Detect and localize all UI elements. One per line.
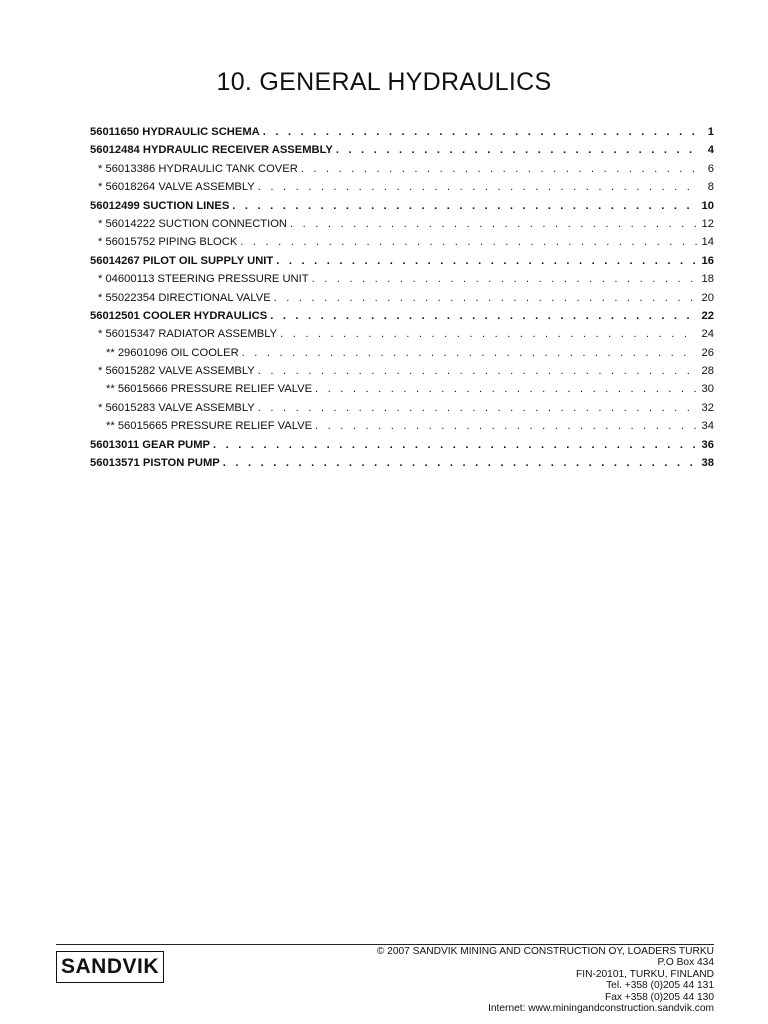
toc-entry[interactable]	[90, 289, 714, 307]
city-line: FIN-20101, TURKU, FINLAND	[576, 968, 714, 980]
toc-dot-leader	[270, 307, 697, 325]
toc-entry[interactable]	[90, 325, 714, 343]
toc-dot-leader	[315, 380, 697, 398]
toc-entry-page-number: 38	[701, 457, 714, 470]
toc-entry-page-number: 26	[701, 346, 714, 359]
toc-entry-label: 56013571 PISTON PUMP	[90, 457, 220, 470]
toc-entry-label: * 56015347 RADIATOR ASSEMBLY	[98, 328, 278, 341]
toc-dot-leader	[242, 344, 697, 362]
toc-entry-page-number: 14	[701, 236, 714, 249]
toc-dot-leader	[258, 178, 697, 196]
toc-entry-page-number: 20	[701, 291, 714, 304]
toc-entry-label: * 56018264 VALVE ASSEMBLY	[98, 181, 255, 194]
toc-entry-label: * 56015282 VALVE ASSEMBLY	[98, 365, 255, 378]
toc-dot-leader	[232, 197, 697, 215]
tel-line: Tel. +358 (0)205 44 131	[606, 980, 714, 992]
toc-entry-page-number: 36	[701, 438, 714, 451]
toc-entry[interactable]	[90, 399, 714, 417]
toc-entry[interactable]	[90, 307, 714, 325]
sandvik-logo	[56, 951, 164, 983]
toc-entry-label: * 55022354 DIRECTIONAL VALVE	[98, 291, 271, 304]
toc-entry-label: * 56015752 PIPING BLOCK	[98, 236, 238, 249]
toc-dot-leader	[276, 252, 697, 270]
toc-dot-leader	[301, 160, 697, 178]
toc-entry-page-number: 34	[701, 420, 714, 433]
toc-entry-label: * 56015283 VALVE ASSEMBLY	[98, 401, 255, 414]
toc-entry-page-number: 30	[701, 383, 714, 396]
toc-entry[interactable]	[90, 160, 714, 178]
toc-entry-page-number: 12	[701, 217, 714, 230]
table-of-contents	[90, 123, 714, 472]
toc-entry-page-number: 6	[707, 162, 714, 175]
toc-entry[interactable]	[90, 141, 714, 159]
toc-entry[interactable]	[90, 436, 714, 454]
toc-entry-page-number: 24	[701, 328, 714, 341]
toc-entry-label: 56012499 SUCTION LINES	[90, 199, 230, 212]
toc-entry-page-number: 28	[701, 365, 714, 378]
toc-entry[interactable]	[90, 454, 714, 472]
footer-divider	[56, 944, 714, 945]
toc-entry-label: 56012501 COOLER HYDRAULICS	[90, 309, 268, 322]
toc-entry[interactable]	[90, 233, 714, 251]
toc-entry[interactable]	[90, 178, 714, 196]
toc-entry-page-number: 18	[701, 273, 714, 286]
logo-wordmark: SANDVIK	[60, 955, 159, 978]
internet-line: Internet: www.miningandconstruction.sandvik.com	[488, 1003, 714, 1015]
toc-entry[interactable]	[90, 380, 714, 398]
toc-dot-leader	[312, 270, 697, 288]
toc-entry-label: 56013011 GEAR PUMP	[90, 438, 211, 451]
toc-entry-label: 56012484 HYDRAULIC RECEIVER ASSEMBLY	[90, 144, 333, 157]
toc-entry-label: 56011650 HYDRAULIC SCHEMA	[90, 126, 260, 138]
toc-entry[interactable]	[90, 344, 714, 362]
toc-dot-leader	[280, 325, 697, 343]
toc-dot-leader	[336, 141, 697, 159]
toc-entry[interactable]	[90, 417, 714, 435]
toc-entry[interactable]	[90, 197, 714, 215]
po-box-line: P.O Box 434	[657, 957, 714, 969]
toc-dot-leader	[213, 436, 697, 454]
toc-entry-label: 56014267 PILOT OIL SUPPLY UNIT	[90, 254, 274, 267]
toc-dot-leader	[240, 233, 697, 251]
toc-entry[interactable]	[90, 123, 714, 141]
toc-entry-page-number: 8	[707, 181, 714, 194]
toc-entry-label: * 04600113 STEERING PRESSURE UNIT	[98, 273, 309, 286]
toc-entry-page-number: 22	[701, 309, 714, 322]
toc-entry-page-number: 32	[701, 401, 714, 414]
toc-entry-label: ** 29601096 OIL COOLER	[106, 346, 239, 359]
toc-entry-page-number: 10	[701, 199, 714, 212]
copyright-line: © 2007 SANDVIK MINING AND CONSTRUCTION OY, LOADERS TURKU	[376, 946, 714, 957]
toc-dot-leader	[258, 399, 697, 417]
page-title: 10. GENERAL HYDRAULICS	[216, 68, 552, 96]
toc-entry-label: ** 56015665 PRESSURE RELIEF VALVE	[106, 420, 313, 433]
toc-dot-leader	[258, 362, 697, 380]
toc-dot-leader	[274, 289, 697, 307]
toc-dot-leader	[290, 215, 697, 233]
toc-entry[interactable]	[90, 215, 714, 233]
toc-entry[interactable]	[90, 270, 714, 288]
toc-entry-label: * 56013386 HYDRAULIC TANK COVER	[98, 162, 298, 175]
toc-entry-page-number: 16	[701, 254, 714, 267]
toc-entry-label: * 56014222 SUCTION CONNECTION	[98, 217, 288, 230]
toc-dot-leader	[263, 123, 697, 141]
toc-entry-page-number: 4	[707, 144, 714, 157]
fax-line: Fax +358 (0)205 44 130	[604, 991, 714, 1003]
toc-dot-leader	[315, 417, 697, 435]
toc-dot-leader	[223, 454, 697, 472]
company-address	[377, 946, 714, 1014]
toc-entry[interactable]	[90, 252, 714, 270]
toc-entry[interactable]	[90, 362, 714, 380]
toc-entry-label: ** 56015666 PRESSURE RELIEF VALVE	[106, 383, 313, 396]
toc-entry-page-number: 1	[707, 126, 714, 138]
